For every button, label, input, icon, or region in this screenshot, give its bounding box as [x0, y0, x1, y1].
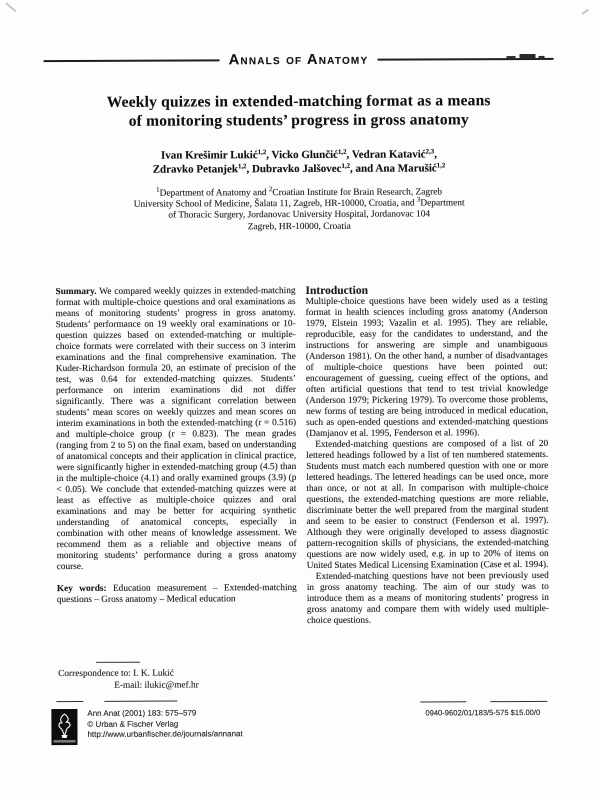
header-rule-left [44, 60, 220, 62]
right-column [306, 285, 549, 627]
scan-smudge [520, 54, 536, 59]
keywords-label: Key words: [56, 583, 107, 595]
journal-header [0, 51, 599, 70]
footer-rule-segment [420, 701, 466, 703]
footer-rule-segment [490, 701, 547, 703]
summary-paragraph [56, 286, 297, 573]
footer-rule-segment [56, 701, 83, 703]
affiliation-line: $^1$Department of Anatomy and $^2$Croatian Institute for Brain Research, Zagreb [156, 186, 443, 199]
footer-copyright: © Urban & Fischer Verlag [87, 719, 179, 729]
correspondence-email: E-mail: ilukic@mef.hr [114, 679, 199, 691]
left-column [56, 286, 297, 606]
correspondence-block [58, 668, 199, 692]
correspondence-rule [96, 662, 140, 663]
scan-artifact-top-right [581, 9, 589, 15]
affiliation-line: University School of Medicine, Šalata 11, Zagreb, HR-10000, Croatia, and $^3$Department [133, 196, 465, 210]
footer-citation: Ann Anat (2001) 183: 575–579 [87, 708, 197, 718]
footer-url: http://www.urbanfischer.de/journals/annanat [87, 729, 243, 739]
scan-artifact-top-left [5, 2, 16, 12]
keywords-paragraph [57, 583, 297, 606]
summary-label: Summary. [55, 286, 97, 298]
urban-fischer-logo [51, 709, 77, 745]
introduction-paragraph: Multiple-choice questions have been widely used as a testing format in health sciences including gross anatomy (Anderson 1979, Elstein 1993; Vazalin et al. 1995). They are reliable, reproducible, easy for the candidates to understand, and the instructions for answering are simple and unambiguous (Anderson 1981). On the other hand, a number of disadvantages of multiple-choice questions have been pointed out: encouragement of guessing, cueing effect of the options, and often artificial questions that tend to test trivial knowledge (Anderson 1979; Pickering 1979). To overcome those problems, new forms of testing are being introduced in medical education, such as open-ended questions and extended-matching questions (Damjanov et al. 1995, Fenderson et al. 1996). [305, 295, 549, 439]
article-title [0, 91, 599, 132]
scan-smudge [539, 56, 545, 59]
article-title-line-2: of monitoring students’ progress in gross anatomy [128, 111, 469, 130]
footer-issn-code: 0940-9602/01/183/5-575 $15.00/0 [425, 707, 541, 718]
introduction-paragraphs [306, 296, 549, 627]
correspondence-line: Correspondence to: I. K. Lukić [58, 668, 174, 680]
introduction-paragraph: Extended-matching questions have not been previously used in gross anatomy teaching. The aim of our study was to introduce them as a means of monitoring students’ progress in gross anatomy and compare them with widely used multiple-choice questions. [306, 570, 549, 626]
introduction-heading: Introduction [305, 284, 368, 297]
keywords-text: Education measurement – Extended-matching questions – Gross anatomy – Medical education [56, 583, 297, 606]
publisher-logo-icon [51, 709, 77, 745]
author-line: Ivan Krešimir Lukić$^{1,2}$, Vicko Glunčić$^{1,2}$, Vedran Katavić$^{2,3}$, [160, 148, 437, 162]
introduction-paragraph: Extended-matching questions are composed of a list of 20 lettered headings followed by a list of ten numbered statements. Students must match each numbered question with one or more lettered headings. The lettered headings can be used once, more than once, or not at all. In comparison with multiple-choice questions, the extended-matching questions are more reliable, discriminate better the well prepared from the marginal student and seem to be easier to construct (Fenderson et al. 1997). Although they were originally developed to assess diagnostic pattern-recognition skills of physicians, the extended-matching questions are now widely used, e.g. in up to 20% of items on United States Medical Licensing Examination (Case et al. 1994). [306, 438, 549, 571]
affiliation-line: of Thoracic Surgery, Jordanovac University Hospital, Jordanovac 104 [168, 209, 431, 221]
footer-text-lines [87, 708, 242, 740]
scan-smudge [507, 56, 516, 59]
affiliation-line: Zagreb, HR-10000, Croatia [247, 221, 351, 232]
article-title-line-1: Weekly quizzes in extended-matching format as a means [106, 92, 491, 111]
affiliation-block [0, 187, 599, 234]
author-line: Zdravko Petanjek$^{1,2}$, Dubravko Jalšovec$^{1,2}$, and Ana Marušić$^{1,2}$ [152, 161, 446, 176]
footer-rule-segment [104, 701, 177, 703]
footer-imprint [51, 708, 242, 745]
author-block [0, 148, 599, 178]
journal-name: Annals of Anatomy [228, 51, 369, 69]
summary-text: We compared weekly quizzes in extended-matching format with multiple-choice questions and oral examinations as means of monitoring students’ progress in gross anatomy. Students’ performance on 19 weekly oral examinations or 10-question quizzes based on extended-matching or multiple-choice formats were correlated with their success on 3 interim examinations and the final comprehensive examination. The Kuder-Richardson formula 20, an estimate of precision of the test, was 0.64 for extended-matching quizzes. Students’ performance on interim examinations did not differ significantly. There was a significant correlation between students’ mean scores on weekly quizzes and mean scores on interim examinations in both the extended-matching (r = 0.516) and multiple-choice group (r = 0.823). The mean grades (ranging from 2 to 5) on the final exam, based on understanding of anatomical concepts and their application in clinical practice, were significantly higher in extended-matching group (4.5) than in the multiple-choice (4.1) and orally examined groups (3.9) (p < 0.05). We conclude that extended-matching quizzes were at least as effective as multiple-choice quizzes and oral examinations and may be better for acquiring synthetic understanding of anatomical concepts, especially in combination with other means of knowledge assessment. We recommend them as a reliable and objective means of monitoring students’ performance during a gross anatomy course. [55, 286, 297, 573]
